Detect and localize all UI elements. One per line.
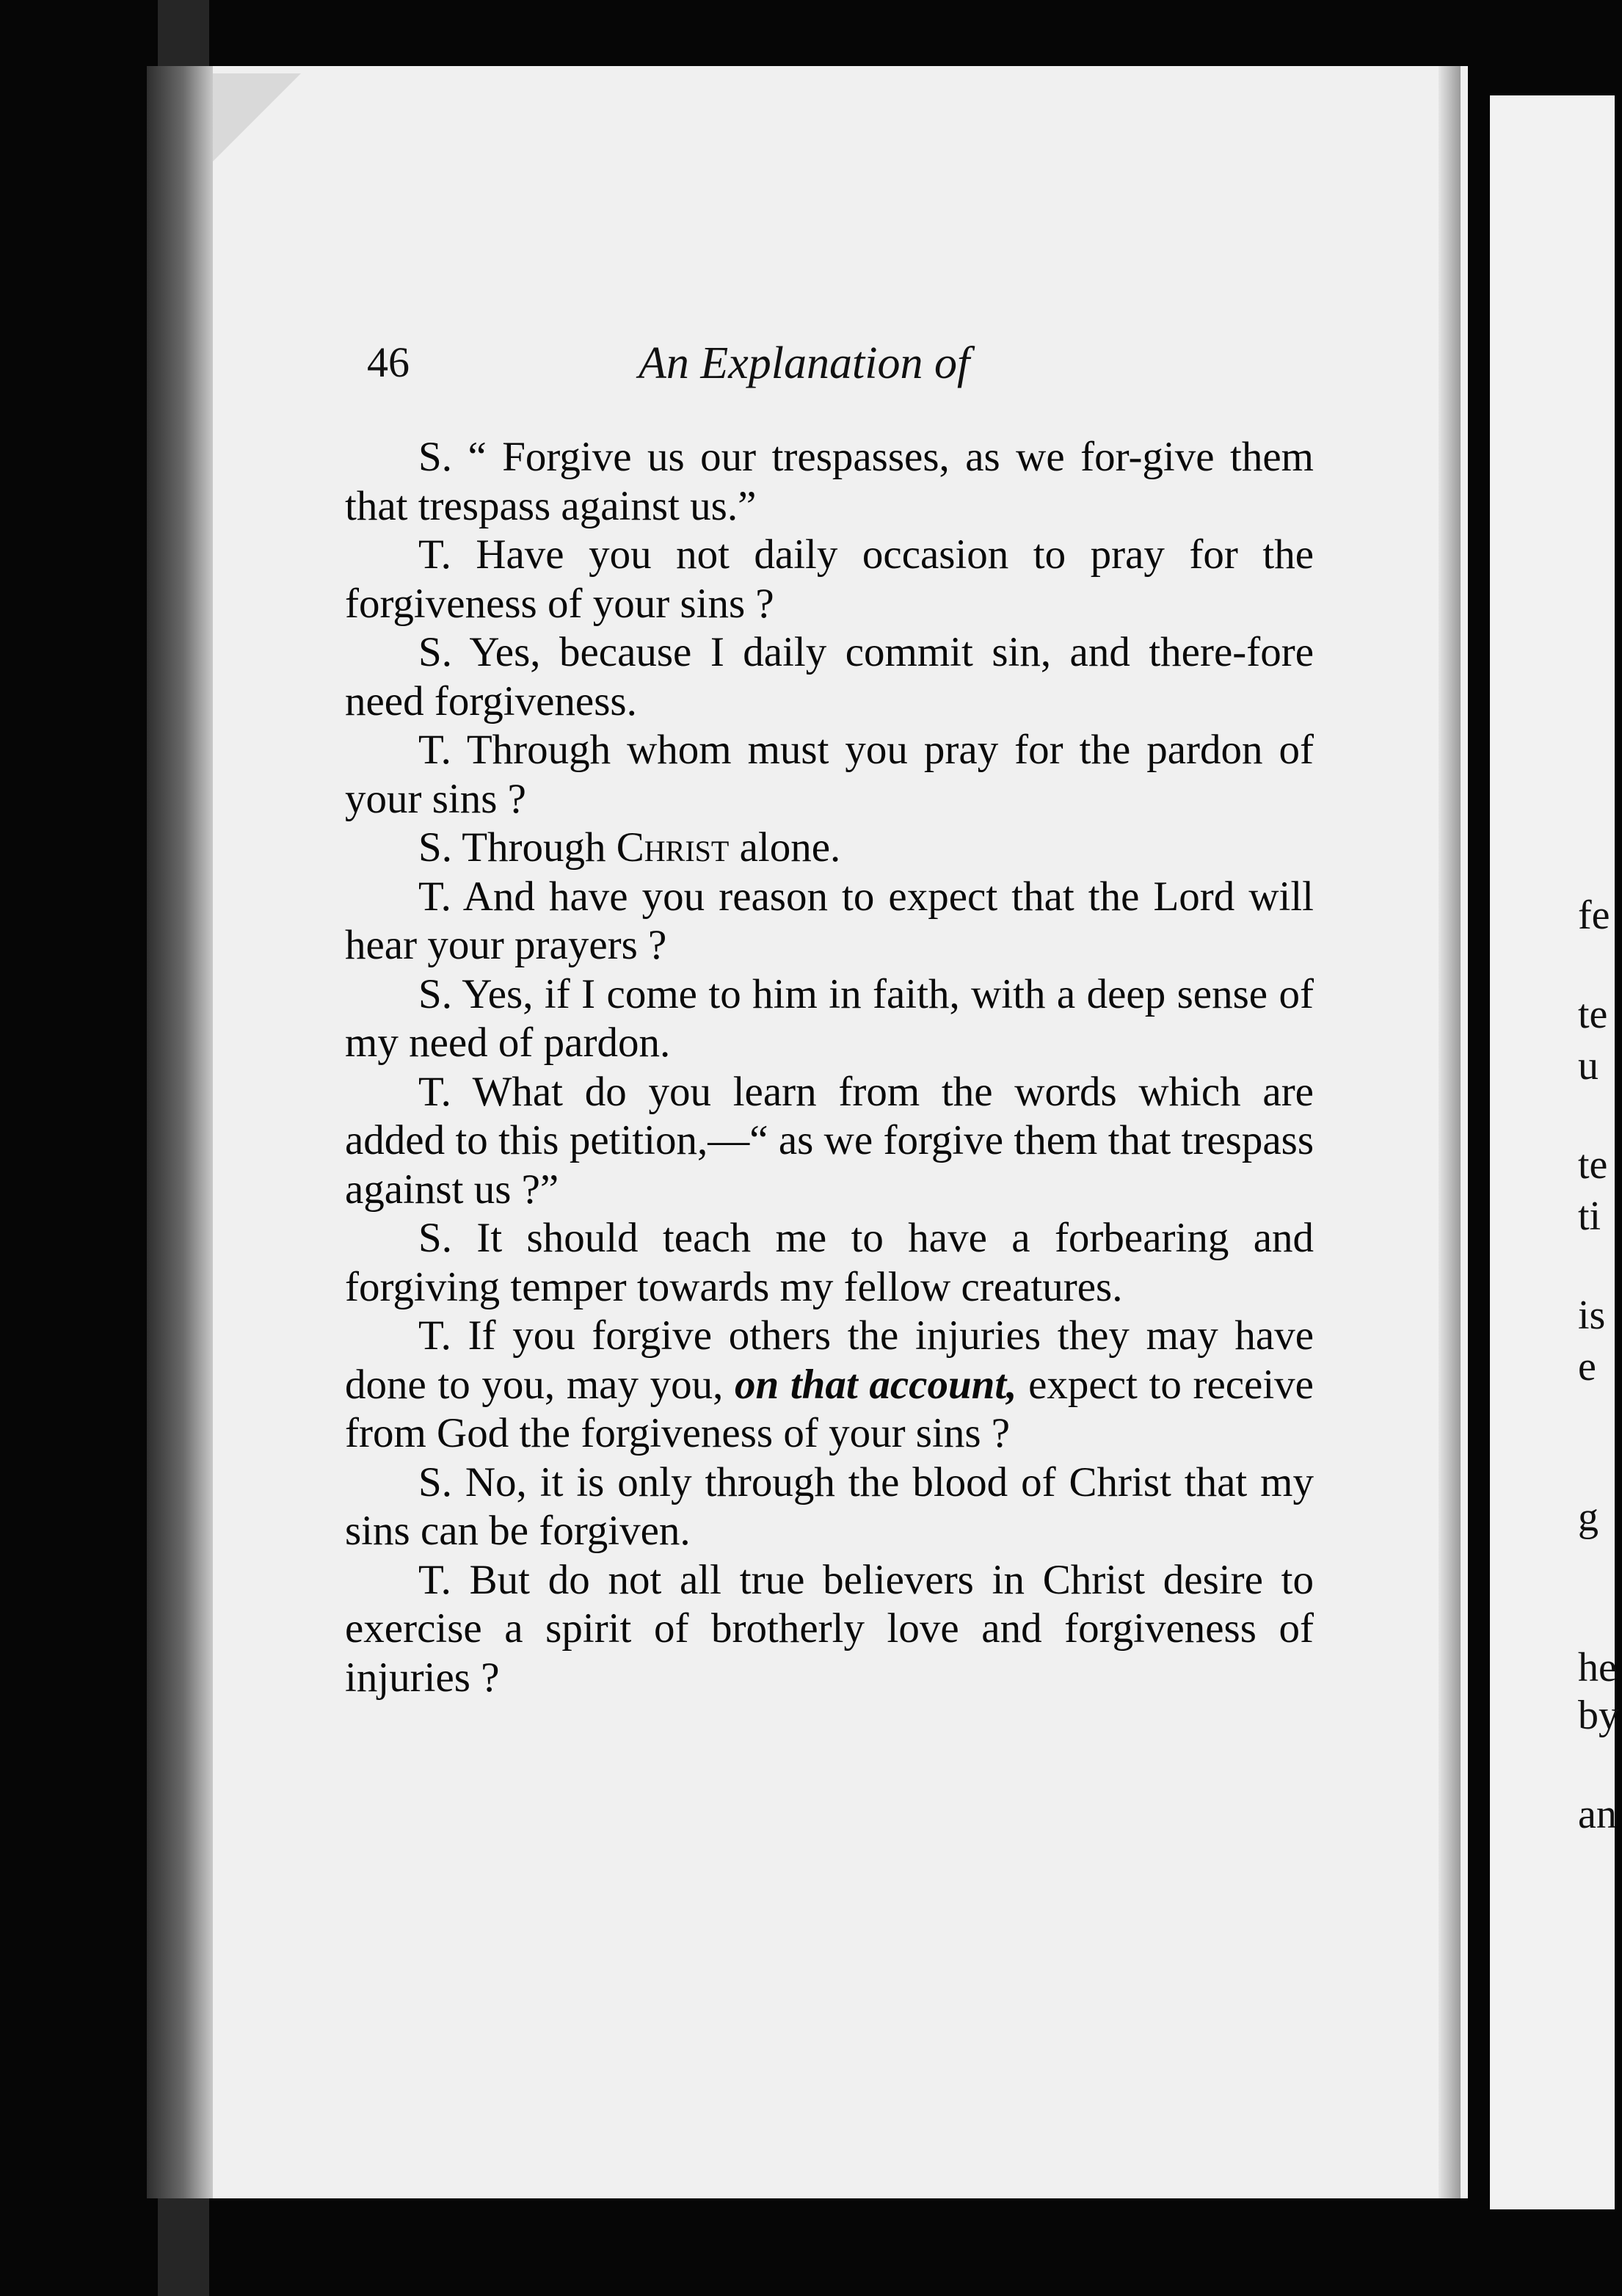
fragment: he: [1578, 1645, 1617, 1690]
fragment: fe: [1578, 893, 1610, 938]
paragraph-2: T. Have you not daily occasion to pray for the forgiveness of your sins ?: [345, 531, 1314, 627]
paragraph-1: S. “ Forgive us our trespasses, as we for-give them that trespass against us.”: [345, 434, 1314, 529]
paragraph-11: S. No, it is only through the blood of Christ that my sins can be forgiven.: [345, 1458, 1314, 1554]
fragment: e: [1578, 1344, 1596, 1389]
paragraph-12: T. But do not all true believers in Christ desire to exercise a spirit of brotherly love and forgiveness of injuries ?: [345, 1556, 1314, 1701]
paragraph-8: T. What do you learn from the words which are added to this petition,—“ as we forgive them that trespass against us ?”: [345, 1068, 1314, 1213]
fragment: te: [1578, 1142, 1608, 1188]
fragment: u: [1578, 1043, 1599, 1089]
fragment: ti: [1578, 1194, 1601, 1239]
catechism-text: [345, 433, 1314, 1702]
page-stack-edge: [147, 66, 213, 2198]
page-number: 46: [367, 338, 410, 386]
paragraph-5: S. Through Christ alone.: [418, 824, 841, 871]
paragraph-3: S. Yes, because I daily commit sin, and there-fore need forgiveness.: [345, 629, 1314, 724]
paragraph-4: T. Through whom must you pray for the pardon of your sins ?: [345, 727, 1314, 822]
facing-page-fragments: [1578, 0, 1622, 2296]
paragraph-9: S. It should teach me to have a forbearing and forgiving temper towards my fellow creatures.: [345, 1215, 1314, 1310]
fragment: te: [1578, 992, 1608, 1037]
book-gutter: [1439, 66, 1461, 2198]
fragment: by: [1578, 1693, 1619, 1738]
running-head: [367, 338, 1314, 404]
paragraph-7: S. Yes, if I come to him in faith, with a deep sense of my need of pardon.: [345, 970, 1314, 1066]
folded-corner: [213, 73, 301, 161]
christ-smallcaps: Christ: [616, 824, 730, 871]
emphasis-text: on that account,: [735, 1361, 1017, 1408]
fragment: g: [1578, 1494, 1599, 1540]
paragraph-6: T. And have you reason to expect that the Lord will hear your prayers ?: [345, 873, 1314, 968]
fragment: is: [1578, 1293, 1606, 1338]
running-title: An Explanation of: [639, 338, 970, 388]
paragraph-10: T. If you forgive others the injuries they may have done to you, may you, on that account, expect to receive from God the forgiveness of your sins ?: [345, 1312, 1314, 1456]
fragment: an: [1578, 1792, 1617, 1837]
